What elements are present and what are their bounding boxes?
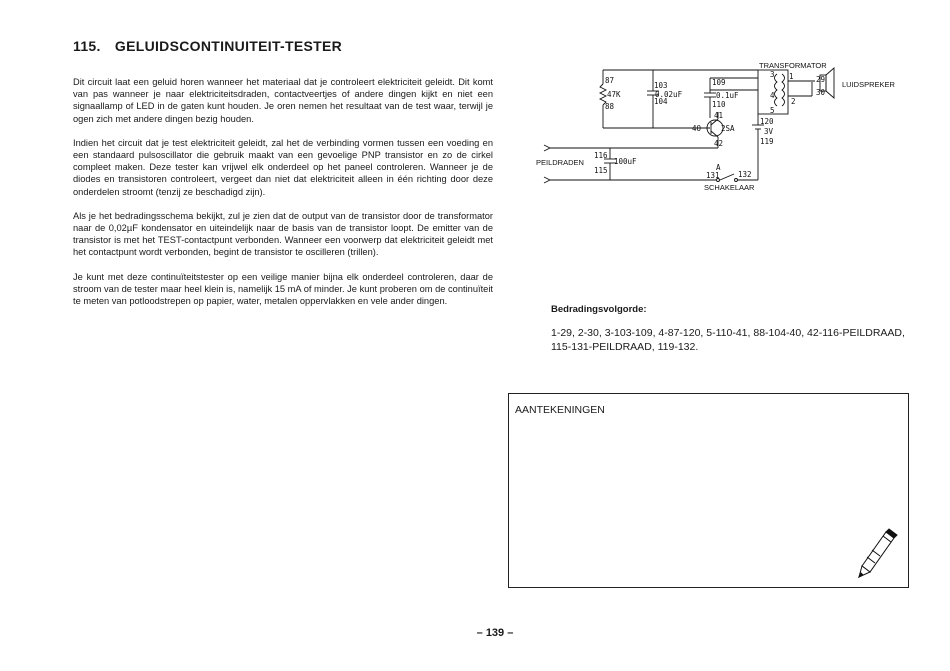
c2-top-label: 109 xyxy=(712,78,726,87)
paragraph: Indien het circuit dat je test elektriciteit geleidt, zal het de verbinding vormen tussen een voeding en een standaard pulsoscillator die gebruik maakt van een gevoelige PNP transistor en zo de cirkel compleet maken. Deze tester kan vrijwel elk onderdeel op het paneel controleren. Wanneer je de diodes en transistoren controleert, vergeet dan niet dat elektriciteit alleen in één richting door deze onderdelen stroomt (tenzij ze beschadigd zijn). xyxy=(73,137,493,197)
battery-top-label: 120 xyxy=(760,117,774,126)
section-number: 115. xyxy=(73,38,101,54)
c3-top-label: 116 xyxy=(594,151,608,160)
transistor-type-label: 2SA xyxy=(721,124,735,133)
transformer-pin-2: 2 xyxy=(791,97,796,106)
r-value-label: 47K xyxy=(607,90,621,99)
c1-value-label: 0.02uF xyxy=(655,90,683,99)
section-title: GELUIDSCONTINUITEIT-TESTER xyxy=(114,38,343,54)
switch-right-label: 132 xyxy=(738,170,752,179)
body-text xyxy=(73,76,493,319)
c2-value-label: 0.1uF xyxy=(716,91,739,100)
paragraph: Je kunt met deze continuïteitstester op een veilige manier bijna elk onderdeel controleren, daar de stroom van de tester maar heel klein is, namelijk 15 mA of minder. Je kunt proberen om de continuïteit te meten van potloodstrepen op papier, water, metalen oppervlakken en vele ander dingen. xyxy=(73,271,493,307)
speaker-pin-29: 29 xyxy=(816,75,826,84)
page-title xyxy=(73,38,342,54)
transformer-pin-3: 3 xyxy=(770,70,775,79)
c1-bottom-label: 104 xyxy=(654,97,668,106)
pencil-icon xyxy=(856,528,898,585)
r-bottom-label: 88 xyxy=(605,102,615,111)
speaker-label: LUIDSPREKER xyxy=(842,80,895,89)
transformer-pin-1: 1 xyxy=(789,72,794,81)
page-number: – 139 – xyxy=(476,627,514,639)
schematic-svg xyxy=(530,60,910,200)
transistor-emitter-label: 41 xyxy=(714,111,724,120)
transformer-label: TRANSFORMATOR xyxy=(759,61,827,70)
r-top-label: 87 xyxy=(605,76,615,85)
transformer-pin-4: 4 xyxy=(770,91,775,100)
wiring-heading: Bedradingsvolgorde: xyxy=(551,304,647,315)
battery-value-label: 3V xyxy=(764,127,774,136)
c2-bottom-label: 110 xyxy=(712,100,726,109)
battery-bottom-label: 119 xyxy=(760,137,774,146)
speaker-pin-30: 30 xyxy=(816,88,826,97)
notes-title: AANTEKENINGEN xyxy=(515,404,605,416)
notes-box xyxy=(508,393,909,588)
c3-bottom-label: 115 xyxy=(594,166,608,175)
c1-top-label: 103 xyxy=(654,81,668,90)
switch-left-label: 131 xyxy=(706,171,720,180)
transistor-collector-label: 42 xyxy=(714,139,724,148)
transistor-base-label: 40 xyxy=(692,124,702,133)
paragraph: Dit circuit laat een geluid horen wanneer het materiaal dat je controleert elektriciteit geleidt. Dit komt van pas wanneer je naar elektriciteitsdraden, contactveertjes of andere dingen kijkt en niet een signaallamp of LED in de gaten kunt houden. Je oren nemen het resultaat van de test waar, terwijl je ogen zich met andere dingen bezig houden. xyxy=(73,77,493,124)
wiring-sequence: 1-29, 2-30, 3-103-109, 4-87-120, 5-110-41, 88-104-40, 42-116-PEILDRAAD, 115-131-PEILDRAAD, 119-132. xyxy=(551,327,905,353)
probes-label: PEILDRADEN xyxy=(536,158,584,167)
switch-label: SCHAKELAAR xyxy=(704,183,755,192)
transformer-pin-5: 5 xyxy=(770,106,775,115)
paragraph: Als je het bedradingsschema bekijkt, zul je zien dat de output van de transistor door de transformator naar de 0,02µF kondensator en uiteindelijk naar de basis van de transistor loopt. De emitter van de transistor is met het TEST-contactpunt verbonden. Wanneer een voorwerp dat elektriciteit geleidt met het contactpunt wordt verbonden, begint de transistor te oscilleren (trillen). xyxy=(73,210,493,258)
circuit-schematic xyxy=(530,60,910,200)
c3-value-label: 100uF xyxy=(614,157,637,166)
switch-a-label: A xyxy=(716,163,721,172)
